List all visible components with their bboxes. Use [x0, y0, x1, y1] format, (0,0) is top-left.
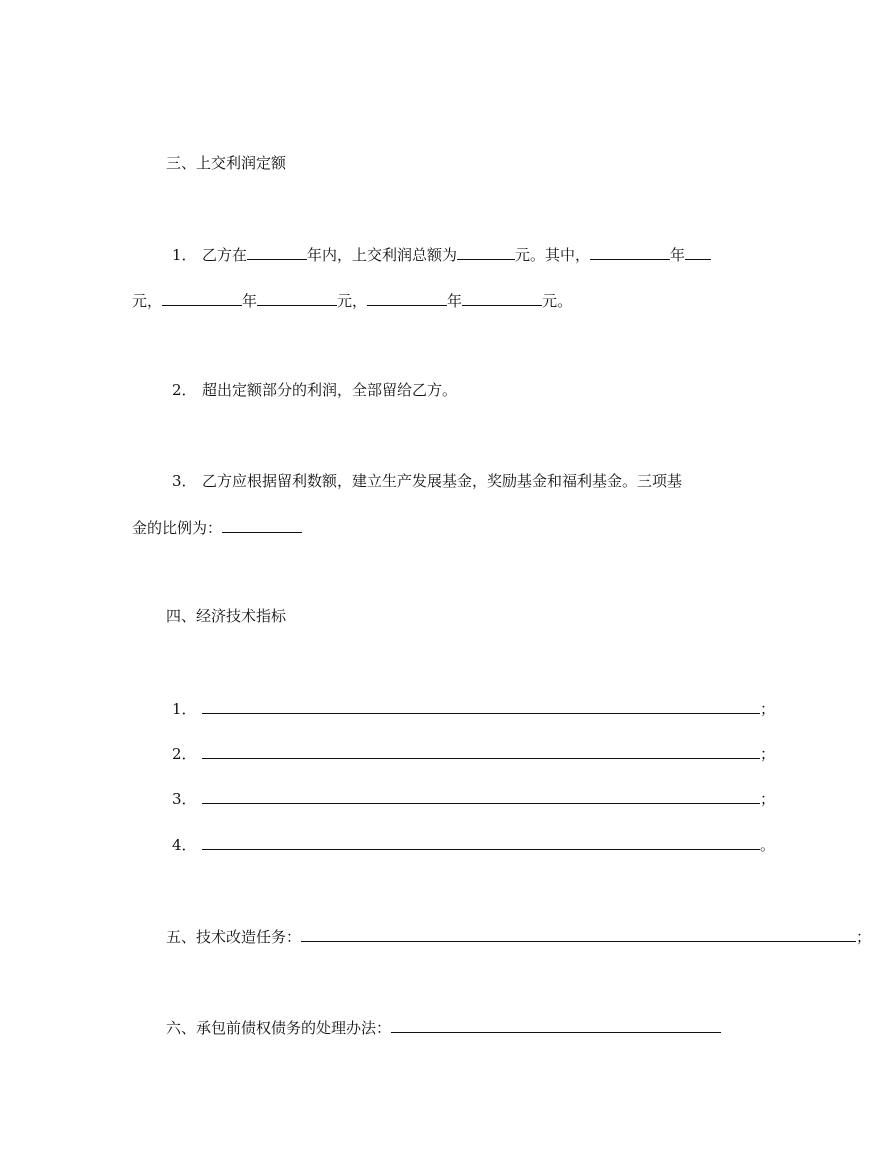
- section-4-item-2: [172, 743, 775, 763]
- item-text: 元，: [132, 292, 163, 310]
- item-text: 元，: [337, 292, 368, 310]
- blank-amount-2[interactable]: [257, 290, 337, 306]
- item-number: 2．: [172, 381, 197, 399]
- blank-indicator-1[interactable]: [202, 698, 760, 714]
- blank-indicator-4[interactable]: [202, 834, 760, 850]
- section-3-item-1-line-1: [172, 244, 711, 264]
- section-3-item-3-line-1: [172, 471, 682, 491]
- blank-year-2[interactable]: [162, 290, 242, 306]
- item-text: 年: [447, 292, 463, 310]
- blank-indicator-2[interactable]: [202, 743, 760, 759]
- item-end-punct: ；: [856, 928, 872, 946]
- item-text: 年内，上交利润总额为: [307, 246, 458, 264]
- blank-debt-handling[interactable]: [391, 1017, 721, 1033]
- item-text: 乙方在: [202, 246, 248, 264]
- item-text: 乙方应根据留利数额，建立生产发展基金，奖励基金和福利基金。三项基: [202, 472, 683, 490]
- section-6-label: 六、承包前债权债务的处理办法：: [166, 1019, 392, 1037]
- section-3-item-3-line-2: [132, 517, 302, 537]
- item-end-punct: ；: [760, 745, 776, 763]
- item-text: 年: [242, 292, 258, 310]
- blank-fund-ratio[interactable]: [222, 517, 302, 533]
- section-5-label: 五、技术改造任务：: [166, 928, 302, 946]
- blank-amount-3[interactable]: [462, 290, 542, 306]
- item-end-punct: ；: [760, 700, 776, 718]
- item-end-punct: ；: [760, 790, 776, 808]
- section-3-item-2: [172, 380, 457, 400]
- item-number: 1．: [172, 700, 197, 718]
- item-number: 1．: [172, 246, 197, 264]
- item-text: 超出定额部分的利润，全部留给乙方。: [202, 381, 458, 399]
- section-4-item-3: [172, 788, 775, 808]
- blank-year-3[interactable]: [367, 290, 447, 306]
- section-4-item-4: [172, 834, 775, 854]
- section-4-item-1: [172, 698, 775, 718]
- item-number: 3．: [172, 790, 197, 808]
- section-3-item-1-line-2: [132, 290, 572, 310]
- blank-indicator-3[interactable]: [202, 788, 760, 804]
- blank-amount-1[interactable]: [685, 244, 711, 260]
- item-text: 元。其中，: [515, 246, 591, 264]
- item-end-punct: 。: [760, 836, 776, 854]
- section-3-heading: 三、上交利润定额: [166, 154, 287, 172]
- item-text: 金的比例为：: [132, 519, 223, 537]
- blank-total-profit[interactable]: [457, 244, 515, 260]
- section-5: [166, 926, 871, 946]
- blank-year-1[interactable]: [590, 244, 670, 260]
- section-6: [166, 1017, 721, 1037]
- item-number: 2．: [172, 745, 197, 763]
- blank-years[interactable]: [247, 244, 307, 260]
- item-text: 年: [670, 246, 686, 264]
- blank-tech-upgrade[interactable]: [301, 926, 856, 942]
- item-text: 元。: [542, 292, 573, 310]
- item-number: 4．: [172, 836, 197, 854]
- item-number: 3．: [172, 472, 197, 490]
- section-4-heading: 四、经济技术指标: [166, 607, 287, 625]
